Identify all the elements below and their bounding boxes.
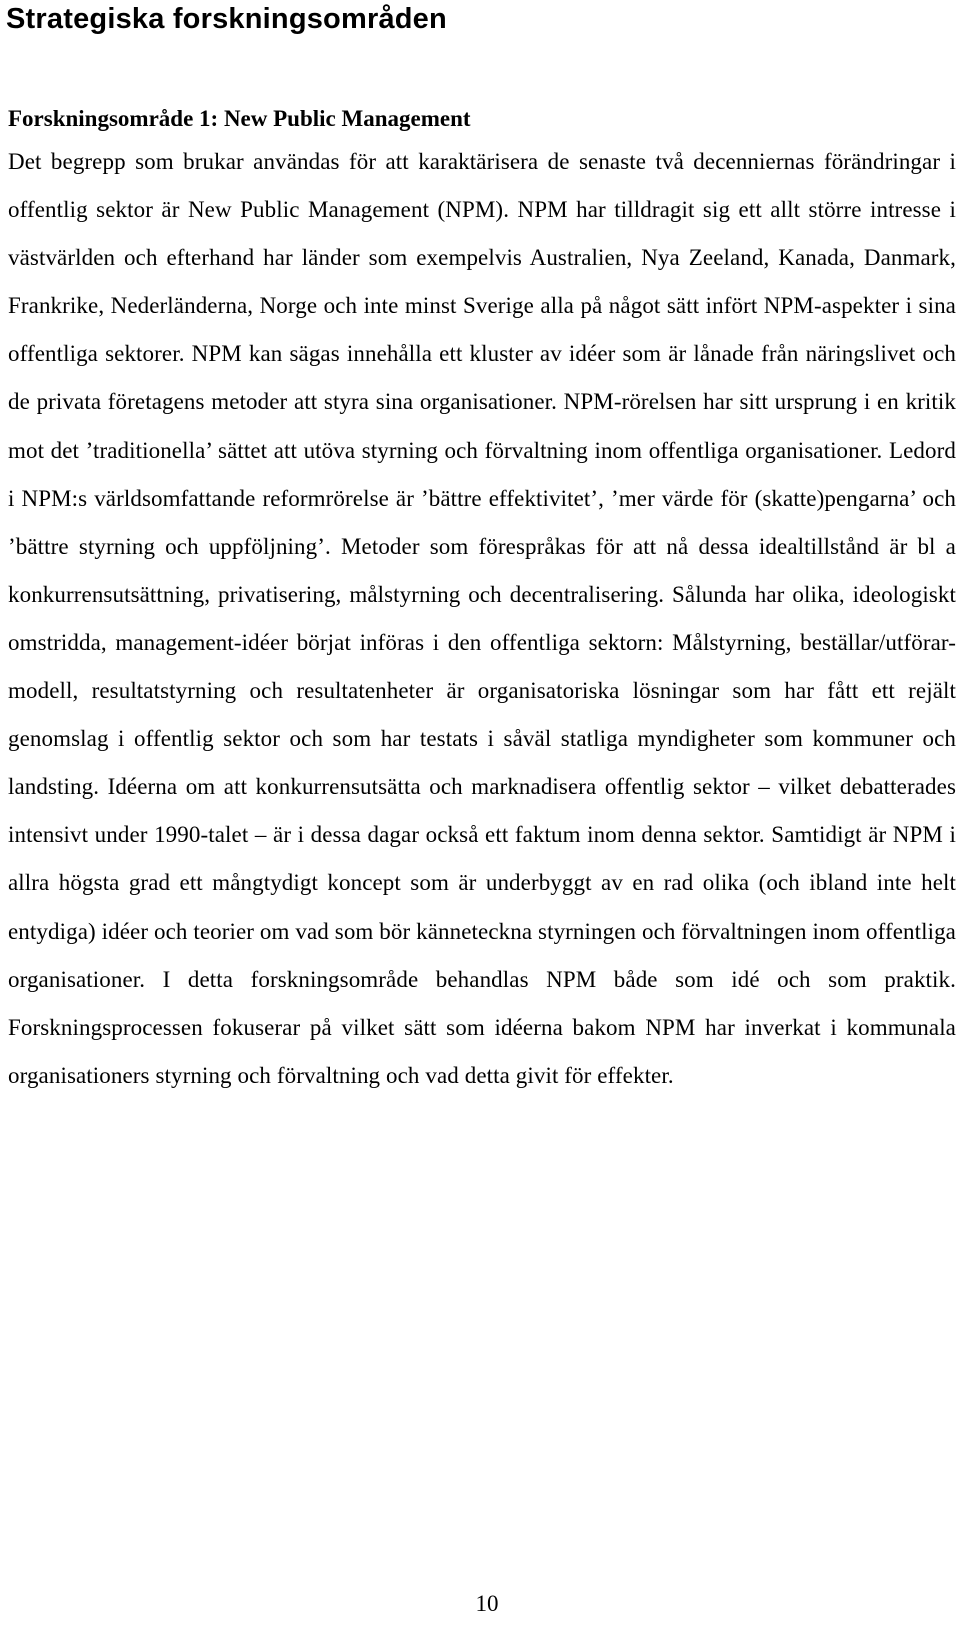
page-number: 10 <box>475 1591 499 1616</box>
body-paragraph: Det begrepp som brukar användas för att karaktärisera de senaste två decenniernas förändringar i offentlig sektor är New Public Management (NPM). NPM har tilldragit sig ett allt större intresse i västvärlden och efterhand har länder som exempelvis Australien, Nya Zeeland, Kanada, Danmark, Frankrike, Nederländerna, Norge och inte minst Sverige alla på något sätt infört NPM-aspekter i sina offentliga sektorer. NPM kan sägas innehålla ett kluster av idéer som är lånade från näringslivet och de privata företagens metoder att styra sina organisationer. NPM-rörelsen har sitt ursprung i en kritik mot det ’traditionella’ sättet att utöva styrning och förvaltning inom offentliga organisationer. Ledord i NPM:s världsomfattande reformrörelse är ’bättre effektivitet’, ’mer värde för (skatte)pengarna’ och ’bättre styrning och uppföljning’. Metoder som förespråkas för att nå dessa idealtillstånd är bl a konkurrensutsättning, privatisering, målstyrning och decentralisering. Sålunda har olika, ideologiskt omstridda, management-idéer börjat införas i den offentliga sektorn: Målstyrning, beställar/utförar-modell, resultatstyrning och resultatenheter är organisatoriska lösningar som har fått ett rejält genomslag i offentlig sektor och som har testats i såväl statliga myndigheter som kommuner och landsting. Idéerna om att konkurrensutsätta och marknadisera offentlig sektor – vilket debatterades intensivt under 1990-talet – är i dessa dagar också ett faktum inom denna sektor. Samtidigt är NPM i allra högsta grad ett mångtydigt koncept som är underbyggt av en rad olika (och ibland inte helt entydiga) idéer och teorier om vad som bör känneteckna styrningen och förvaltningen inom offentliga organisationer. I detta forskningsområde behandlas NPM både som idé och som praktik. Forskningsprocessen fokuserar på vilket sätt som idéerna bakom NPM har inverkat i kommunala organisationers styrning och förvaltning och vad detta givit för effekter. <box>8 149 956 1088</box>
page-title: Strategiska forskningsområden <box>6 3 447 35</box>
research-area-section <box>8 100 956 1100</box>
section-heading: Forskningsområde 1: New Public Management <box>8 106 471 131</box>
